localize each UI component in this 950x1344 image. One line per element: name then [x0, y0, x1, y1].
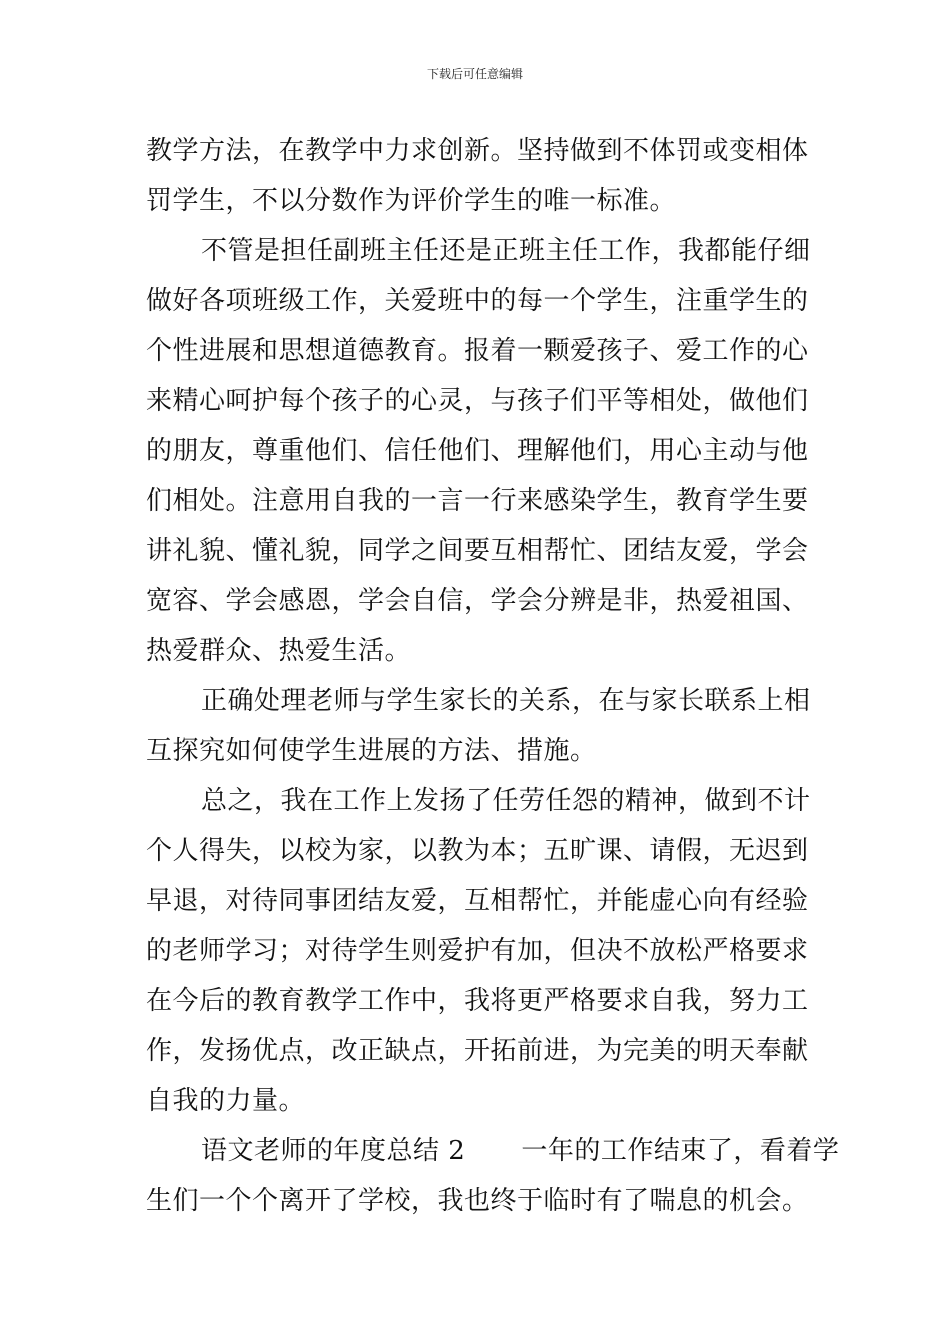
paragraph-3 [146, 676, 810, 776]
text-line: 的老师学习；对待学生则爱护有加，但决不放松严格要求 [146, 936, 809, 966]
text-line: 正确处理老师与学生家长的关系，在与家长联系上相 [201, 686, 811, 716]
section-title: 语文老师的年度总结 2 [201, 1136, 466, 1166]
text-line: 早退，对待同事团结友爱，互相帮忙，并能虚心向有经验 [146, 886, 809, 916]
text-line: 来精心呵护每个孩子的心灵，与孩子们平等相处，做他们 [146, 386, 809, 416]
text-line: 做好各项班级工作，关爱班中的每一个学生，注重学生的 [146, 286, 809, 316]
text-line: 不管是担任副班主任还是正班主任工作，我都能仔细 [201, 236, 811, 266]
text-line: 们相处。注意用自我的一言一行来感染学生，教育学生要 [146, 486, 809, 516]
paragraph-5 [146, 1126, 840, 1226]
text-line: 自我的力量。 [146, 1086, 306, 1116]
text-line: 生们一个个离开了学校，我也终于临时有了喘息的机会。 [146, 1186, 809, 1216]
text-line: 讲礼貌、懂礼貌，同学之间要互相帮忙、团结友爱，学会 [146, 536, 809, 566]
text-line: 个性进展和思想道德教育。报着一颗爱孩子、爱工作的心 [146, 336, 809, 366]
text-line: 在今后的教育教学工作中，我将更严格要求自我，努力工 [146, 986, 809, 1016]
page-header: 下载后可任意编辑 [426, 67, 523, 81]
text-line: 的朋友，尊重他们、信任他们、理解他们，用心主动与他 [146, 436, 809, 466]
text-line: 热爱群众、热爱生活。 [146, 636, 412, 666]
text-fragment: 一年的工作结束了，看着学 [521, 1136, 840, 1166]
text-line: 作，发扬优点，改正缺点，开拓前进，为完美的明天奉献 [146, 1036, 809, 1066]
text-line: 教学方法，在教学中力求创新。坚持做到不体罚或变相体 [146, 136, 809, 166]
paragraph-1 [146, 126, 810, 226]
text-line: 个人得失，以校为家，以教为本；五旷课、请假，无迟到 [146, 836, 809, 866]
document-body [146, 126, 840, 1226]
text-line: 罚学生，不以分数作为评价学生的唯一标准。 [146, 186, 677, 216]
text-line [146, 1126, 840, 1176]
paragraph-2 [146, 226, 810, 676]
text-line: 宽容、学会感恩，学会自信，学会分辨是非，热爱祖国、 [146, 586, 809, 616]
text-line: 总之，我在工作上发扬了任劳任怨的精神，做到不计 [201, 786, 811, 816]
text-line: 互探究如何使学生进展的方法、措施。 [146, 736, 597, 766]
paragraph-4 [146, 776, 810, 1126]
